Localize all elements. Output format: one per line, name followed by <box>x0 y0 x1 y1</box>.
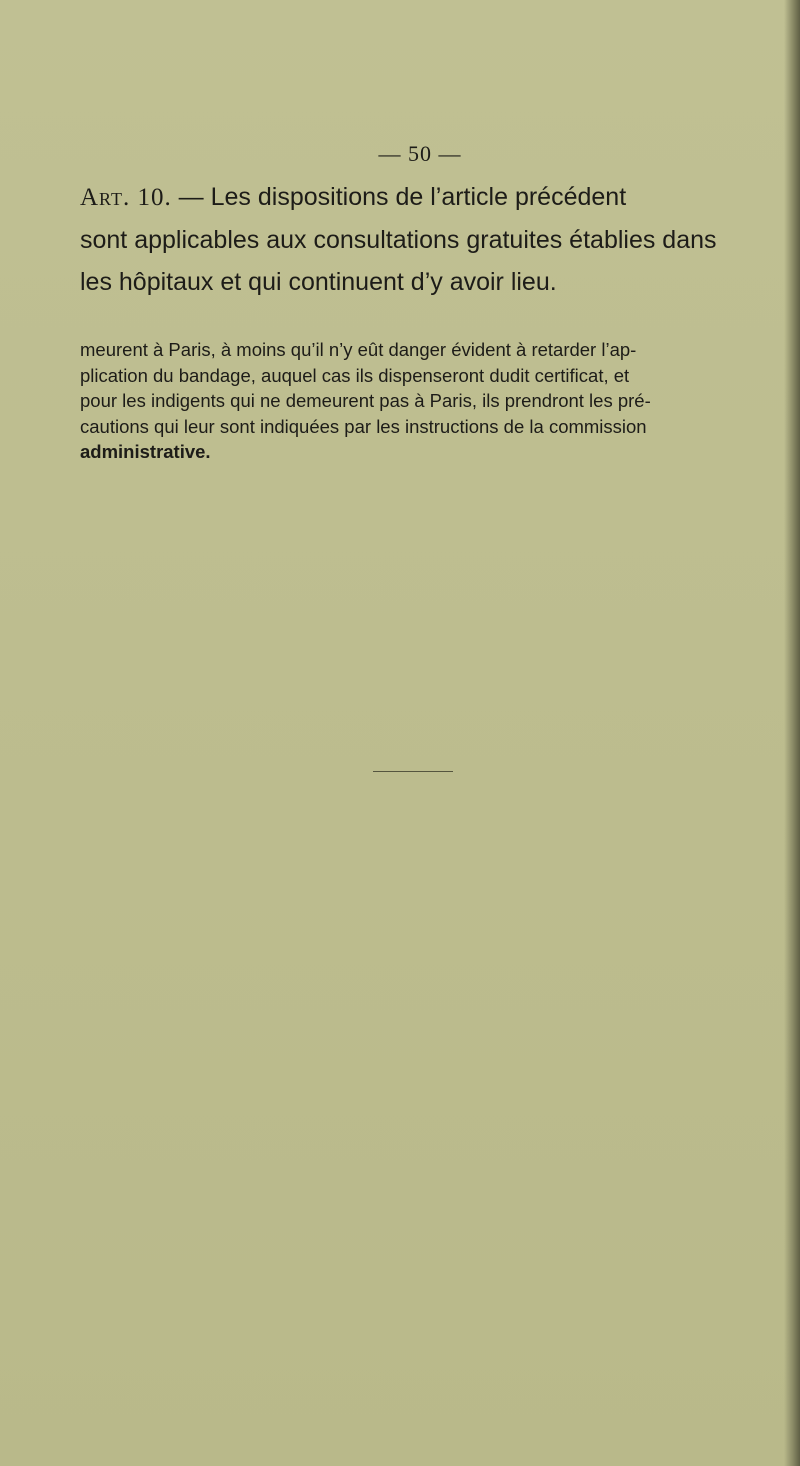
footnote-line-4: cautions qui leur sont indiquées par les instructions de la commission <box>80 415 647 437</box>
footnote-line-3: pour les indigents qui ne demeurent pas à Paris, ils prendront les pré- <box>80 390 651 411</box>
page-edge-shadow <box>784 0 800 1466</box>
article-label: Art. 10. <box>80 184 172 211</box>
footnote-line-2: plication du bandage, auquel cas ils dispenseront dudit certificat, et <box>80 364 630 386</box>
footnote-line-5: administrative. <box>80 441 211 462</box>
article-10 <box>80 176 760 303</box>
separator-rule <box>373 771 453 772</box>
article-line-1-text: — Les dispositions de l’article précédent <box>171 183 627 211</box>
article-line-2: sont applicables aux consultations gratuites établies dans <box>80 226 717 254</box>
footnote-text <box>80 337 760 465</box>
article-line-3: les hôpitaux et qui continuent d’y avoir lieu. <box>80 268 557 296</box>
page-number: — 50 — <box>378 141 462 166</box>
article-line-1 <box>80 176 760 219</box>
footnote-line-1: meurent à Paris, à moins qu’il n’y eût danger évident à retarder l’ap- <box>80 339 637 360</box>
